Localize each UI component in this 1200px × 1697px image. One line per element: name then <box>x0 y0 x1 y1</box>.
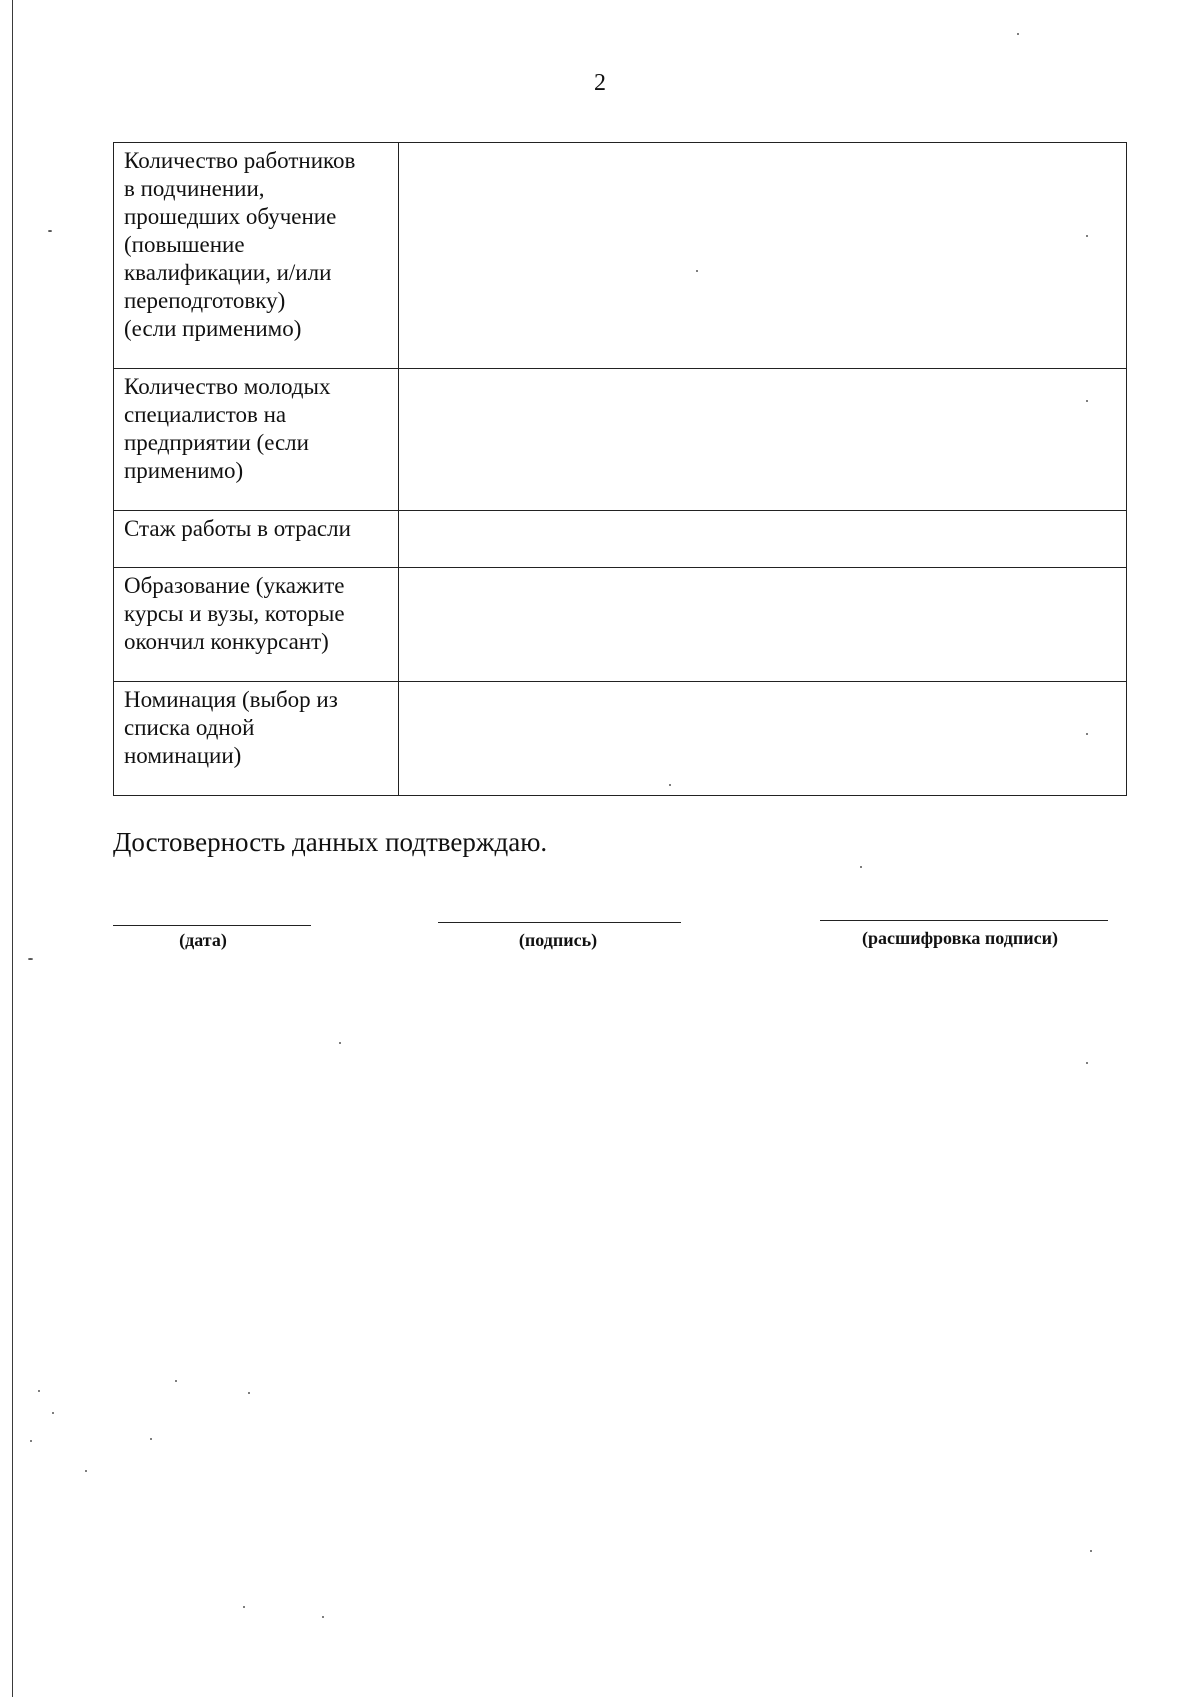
scan-speck <box>669 784 671 786</box>
row-value-industry-experience[interactable] <box>399 511 1127 568</box>
confirmation-statement: Достоверность данных подтверждаю. <box>113 827 548 857</box>
row-value-education[interactable] <box>399 568 1127 682</box>
form-table <box>113 142 1127 796</box>
page-number: 2 <box>594 70 606 96</box>
scan-speck <box>1086 1062 1088 1064</box>
row-label-young-specialists: Количество молодых специалистов на предприятии (если применимо) <box>114 369 399 511</box>
scan-speck <box>28 958 33 960</box>
scan-speck <box>1086 400 1088 402</box>
scan-speck <box>339 1042 341 1044</box>
signature-line[interactable] <box>438 922 681 923</box>
date-caption: (дата) <box>179 930 227 950</box>
signature-decryption-line[interactable] <box>820 920 1108 921</box>
row-label-subordinates-trained: Количество работников в подчинении, прошедших обучение (повышение квалификации, и/или переподготовку) (если применимо) <box>114 143 399 369</box>
row-label-nomination: Номинация (выбор из списка одной номинации) <box>114 682 399 796</box>
date-line[interactable] <box>113 925 311 926</box>
row-value-subordinates-trained[interactable] <box>399 143 1127 369</box>
table-row-young-specialists <box>114 369 1127 511</box>
row-label-education: Образование (укажите курсы и вузы, которые окончил конкурсант) <box>114 568 399 682</box>
table-row-industry-experience <box>114 511 1127 568</box>
scan-speck <box>175 1380 177 1382</box>
table-row-nomination <box>114 682 1127 796</box>
scan-speck <box>85 1470 87 1472</box>
scan-speck <box>322 1616 324 1618</box>
scan-speck <box>1086 235 1088 237</box>
scan-speck <box>38 1390 40 1392</box>
signature-decryption-caption: (расшифровка подписи) <box>862 928 1058 948</box>
scan-speck <box>150 1438 152 1440</box>
scan-speck <box>30 1440 32 1442</box>
scan-speck <box>243 1606 245 1608</box>
scan-edge-line <box>12 0 13 1697</box>
scan-speck <box>1090 1550 1092 1552</box>
scan-speck <box>248 1392 250 1394</box>
table-row-education <box>114 568 1127 682</box>
table-row-subordinates-trained <box>114 143 1127 369</box>
scan-speck <box>52 1412 54 1414</box>
row-value-young-specialists[interactable] <box>399 369 1127 511</box>
scan-speck <box>1017 33 1019 35</box>
scan-speck <box>696 270 698 272</box>
scan-speck <box>860 866 862 868</box>
row-label-industry-experience: Стаж работы в отрасли <box>114 511 399 568</box>
row-value-nomination[interactable] <box>399 682 1127 796</box>
signature-caption: (подпись) <box>518 930 598 950</box>
scan-speck <box>1086 733 1088 735</box>
scan-speck <box>48 230 52 232</box>
